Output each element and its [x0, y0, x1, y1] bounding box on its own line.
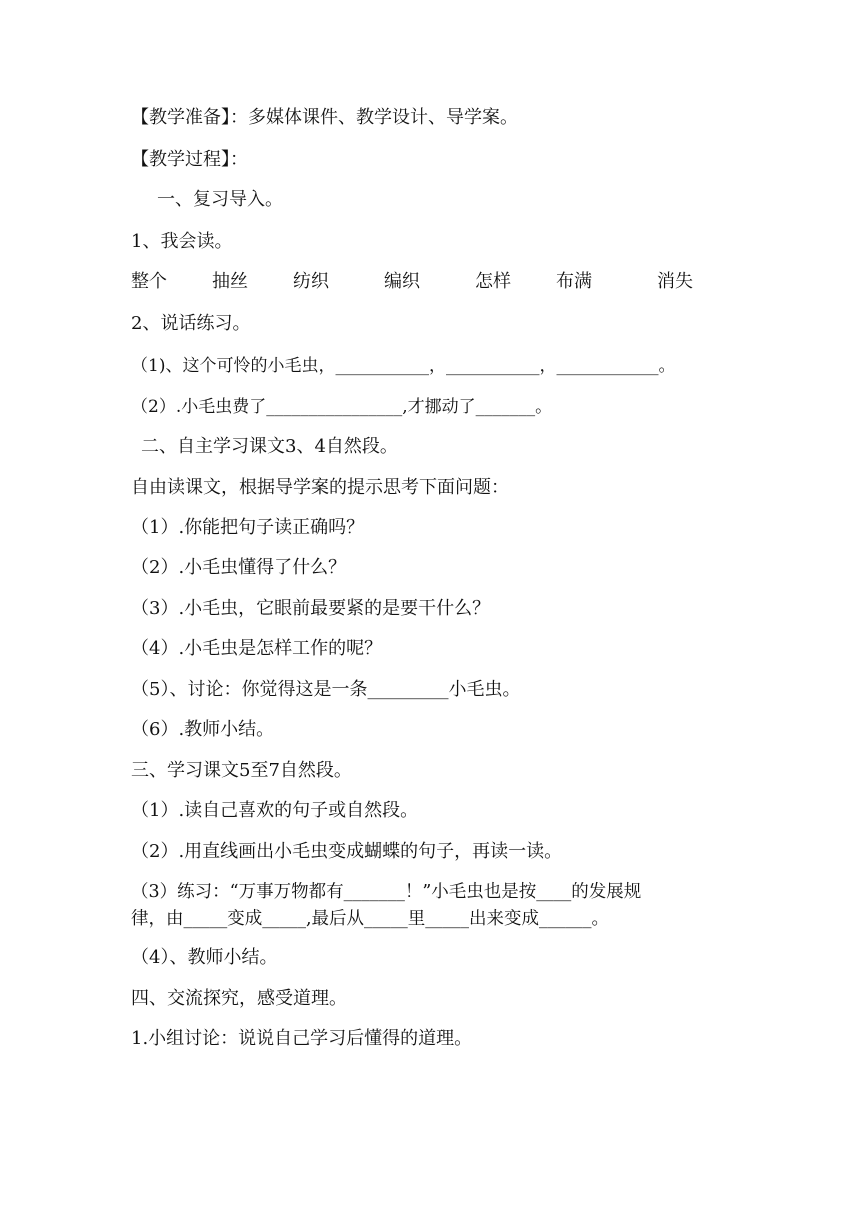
- learning-question-2: （2）.用直线画出小毛虫变成蝴蝶的句子，再读一读。: [131, 841, 563, 862]
- reading-word: 布满: [556, 271, 592, 292]
- learning-question-3-line-2: 律，由_____变成_____,最后从_____里_____出来变成______。: [131, 909, 610, 929]
- study-question-5: （5）、讨论：你觉得这是一条_________小毛虫。: [131, 679, 521, 700]
- reading-word-list: [0, 270, 860, 294]
- reading-word: 纺织: [293, 271, 329, 292]
- teaching-preparation: 【教学准备】：多媒体课件、教学设计、导学案。: [131, 107, 518, 128]
- reading-word: 怎样: [475, 271, 511, 292]
- section-2-intro: 自由读课文，根据导学案的提示思考下面问题：: [131, 477, 509, 498]
- section-1-item-2: 2、说话练习。: [131, 313, 251, 334]
- learning-question-4: （4）、教师小结。: [131, 947, 278, 968]
- section-2-title: 二、自主学习课文3、4自然段。: [141, 436, 398, 457]
- study-question-4: （4）.小毛虫是怎样工作的呢？: [131, 638, 383, 659]
- reading-word: 编织: [384, 271, 420, 292]
- section-4-title: 四、交流探究，感受道理。: [131, 988, 347, 1009]
- section-3-title: 三、学习课文5至7自然段。: [131, 760, 352, 781]
- section-1-title: 一、复习导入。: [157, 189, 283, 210]
- study-question-3: （3）.小毛虫，它眼前最要紧的是要干什么？: [131, 598, 491, 619]
- learning-question-1: （1）.读自己喜欢的句子或自然段。: [131, 800, 419, 821]
- study-question-1: （1）.你能把句子读正确吗？: [131, 517, 365, 538]
- study-question-2: （2）.小毛虫懂得了什么？: [131, 557, 347, 578]
- reading-word: 整个: [131, 271, 167, 292]
- learning-question-3-line-1: （3）练习：“万事万物都有_______！”小毛虫也是按____的发展规: [131, 882, 642, 902]
- reading-word: 消失: [657, 271, 693, 292]
- section-4-item-1: 1.小组讨论：说说自己学习后懂得的道理。: [131, 1028, 473, 1049]
- teaching-process-heading: 【教学过程】：: [131, 149, 248, 170]
- section-1-item-1: 1、我会读。: [131, 231, 233, 252]
- practice-question-1: （1)、这个可怜的小毛虫，___________，___________，____________。: [131, 356, 676, 376]
- reading-word: 抽丝: [212, 271, 248, 292]
- practice-question-2: （2）.小毛虫费了________________,才挪动了_______。: [131, 397, 553, 417]
- study-question-6: （6）.教师小结。: [131, 719, 275, 740]
